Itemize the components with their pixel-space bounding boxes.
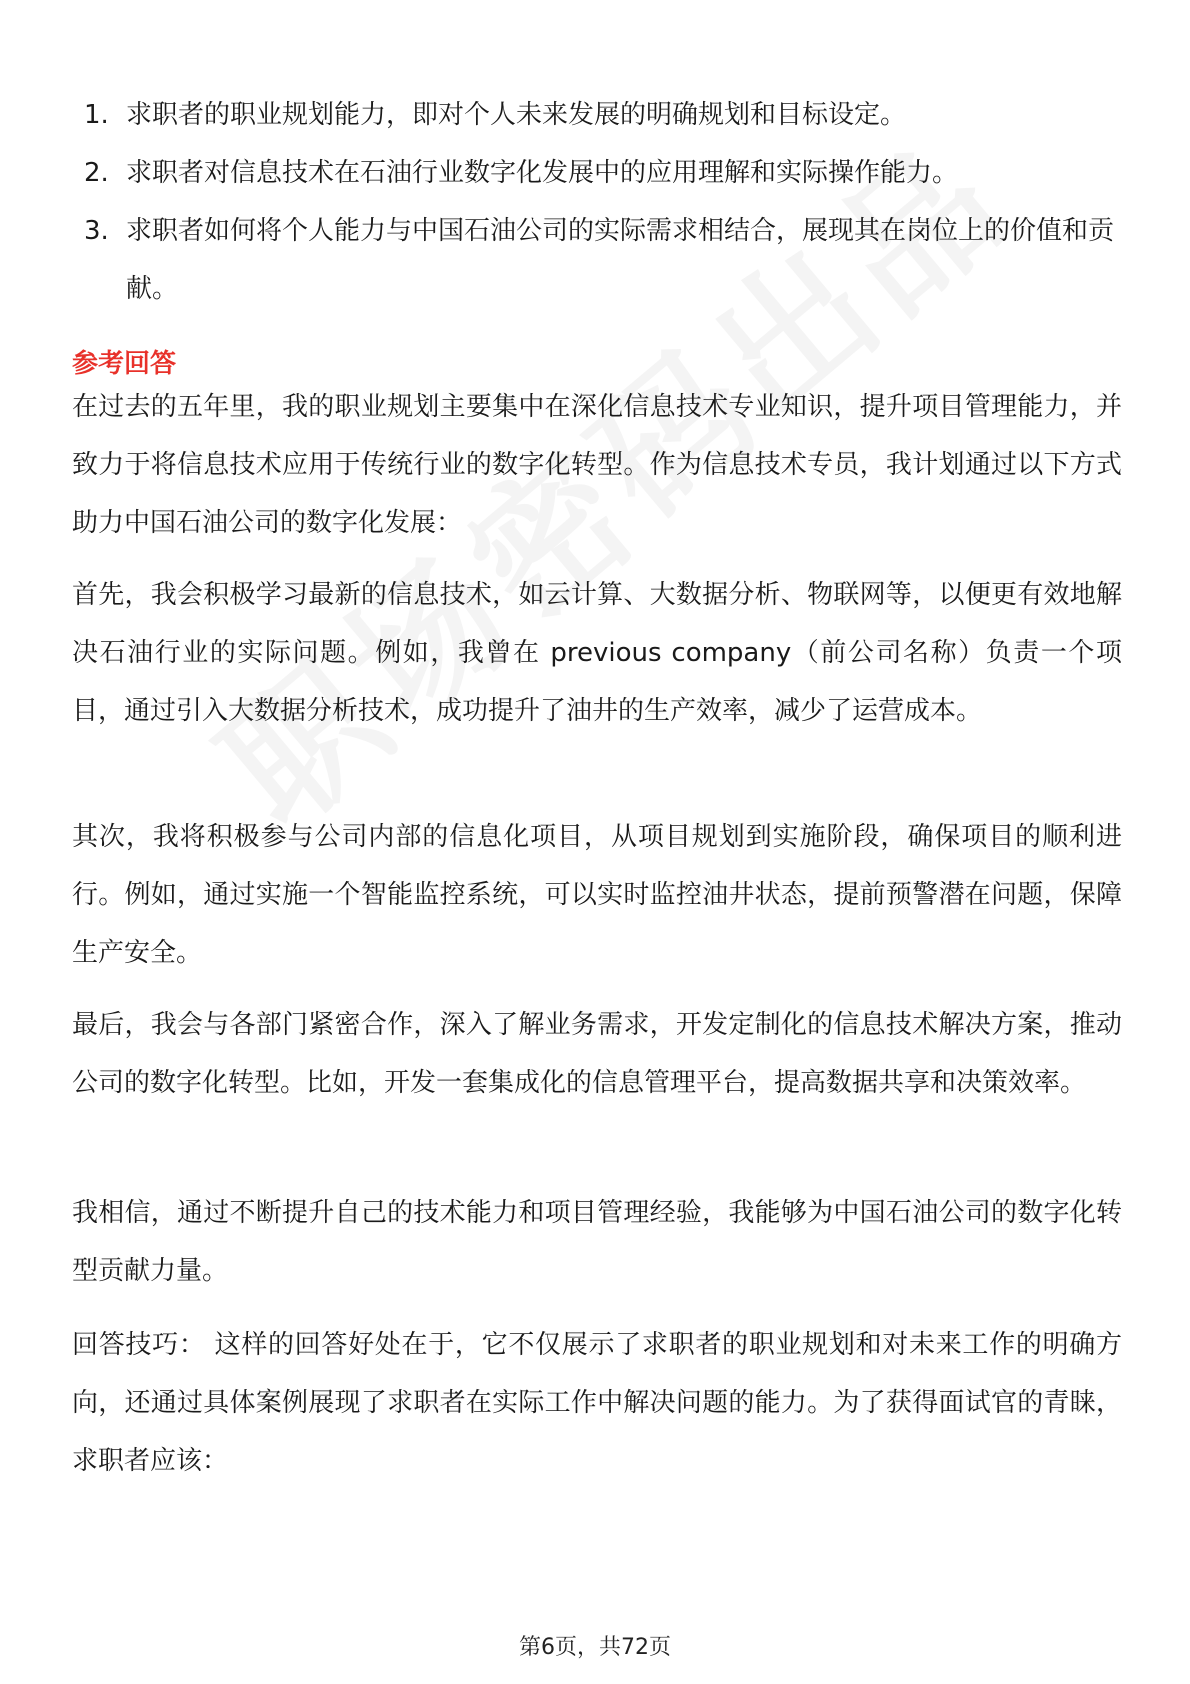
criteria-list [84, 86, 1124, 318]
list-item [84, 202, 1124, 318]
answer-paragraph-conclusion: 我相信，通过不断提升自己的技术能力和项目管理经验，我能够为中国石油公司的数字化转型贡献力量。 [72, 1198, 1122, 1286]
answer-paragraph-first: 首先，我会积极学习最新的信息技术，如云计算、大数据分析、物联网等，以便更有效地解决石油行业的实际问题。例如，我曾在 previous company（前公司名称）负责一个项目，通过引入大数据分析技术，成功提升了油井的生产效率，减少了运营成本。 [72, 580, 1122, 726]
list-number: 2. [84, 158, 109, 188]
list-number: 3. [84, 216, 109, 246]
list-item-text: 求职者对信息技术在石油行业数字化发展中的应用理解和实际操作能力。 [126, 158, 959, 188]
page-footer: 第6页，共72页 [519, 1635, 671, 1660]
list-item-text: 求职者如何将个人能力与中国石油公司的实际需求相结合，展现其在岗位上的价值和贡献。 [126, 216, 1115, 304]
list-item [84, 86, 1124, 144]
list-item [84, 144, 1124, 202]
answer-paragraph-last: 最后，我会与各部门紧密合作，深入了解业务需求，开发定制化的信息技术解决方案，推动公司的数字化转型。比如，开发一套集成化的信息管理平台，提高数据共享和决策效率。 [72, 1010, 1122, 1098]
answer-paragraph-second: 其次，我将积极参与公司内部的信息化项目，从项目规划到实施阶段，确保项目的顺利进行。例如，通过实施一个智能监控系统，可以实时监控油井状态，提前预警潜在问题，保障生产安全。 [72, 822, 1122, 968]
answer-tips-paragraph: 回答技巧： 这样的回答好处在于，它不仅展示了求职者的职业规划和对未来工作的明确方向，还通过具体案例展现了求职者在实际工作中解决问题的能力。为了获得面试官的青睐，求职者应该： [72, 1330, 1122, 1476]
answer-paragraph-intro: 在过去的五年里，我的职业规划主要集中在深化信息技术专业知识，提升项目管理能力，并致力于将信息技术应用于传统行业的数字化转型。作为信息技术专员，我计划通过以下方式助力中国石油公司的数字化发展： [72, 392, 1122, 538]
section-title: 参考回答 [72, 349, 177, 379]
list-number: 1. [84, 100, 109, 130]
list-item-text: 求职者的职业规划能力，即对个人未来发展的明确规划和目标设定。 [126, 100, 907, 130]
